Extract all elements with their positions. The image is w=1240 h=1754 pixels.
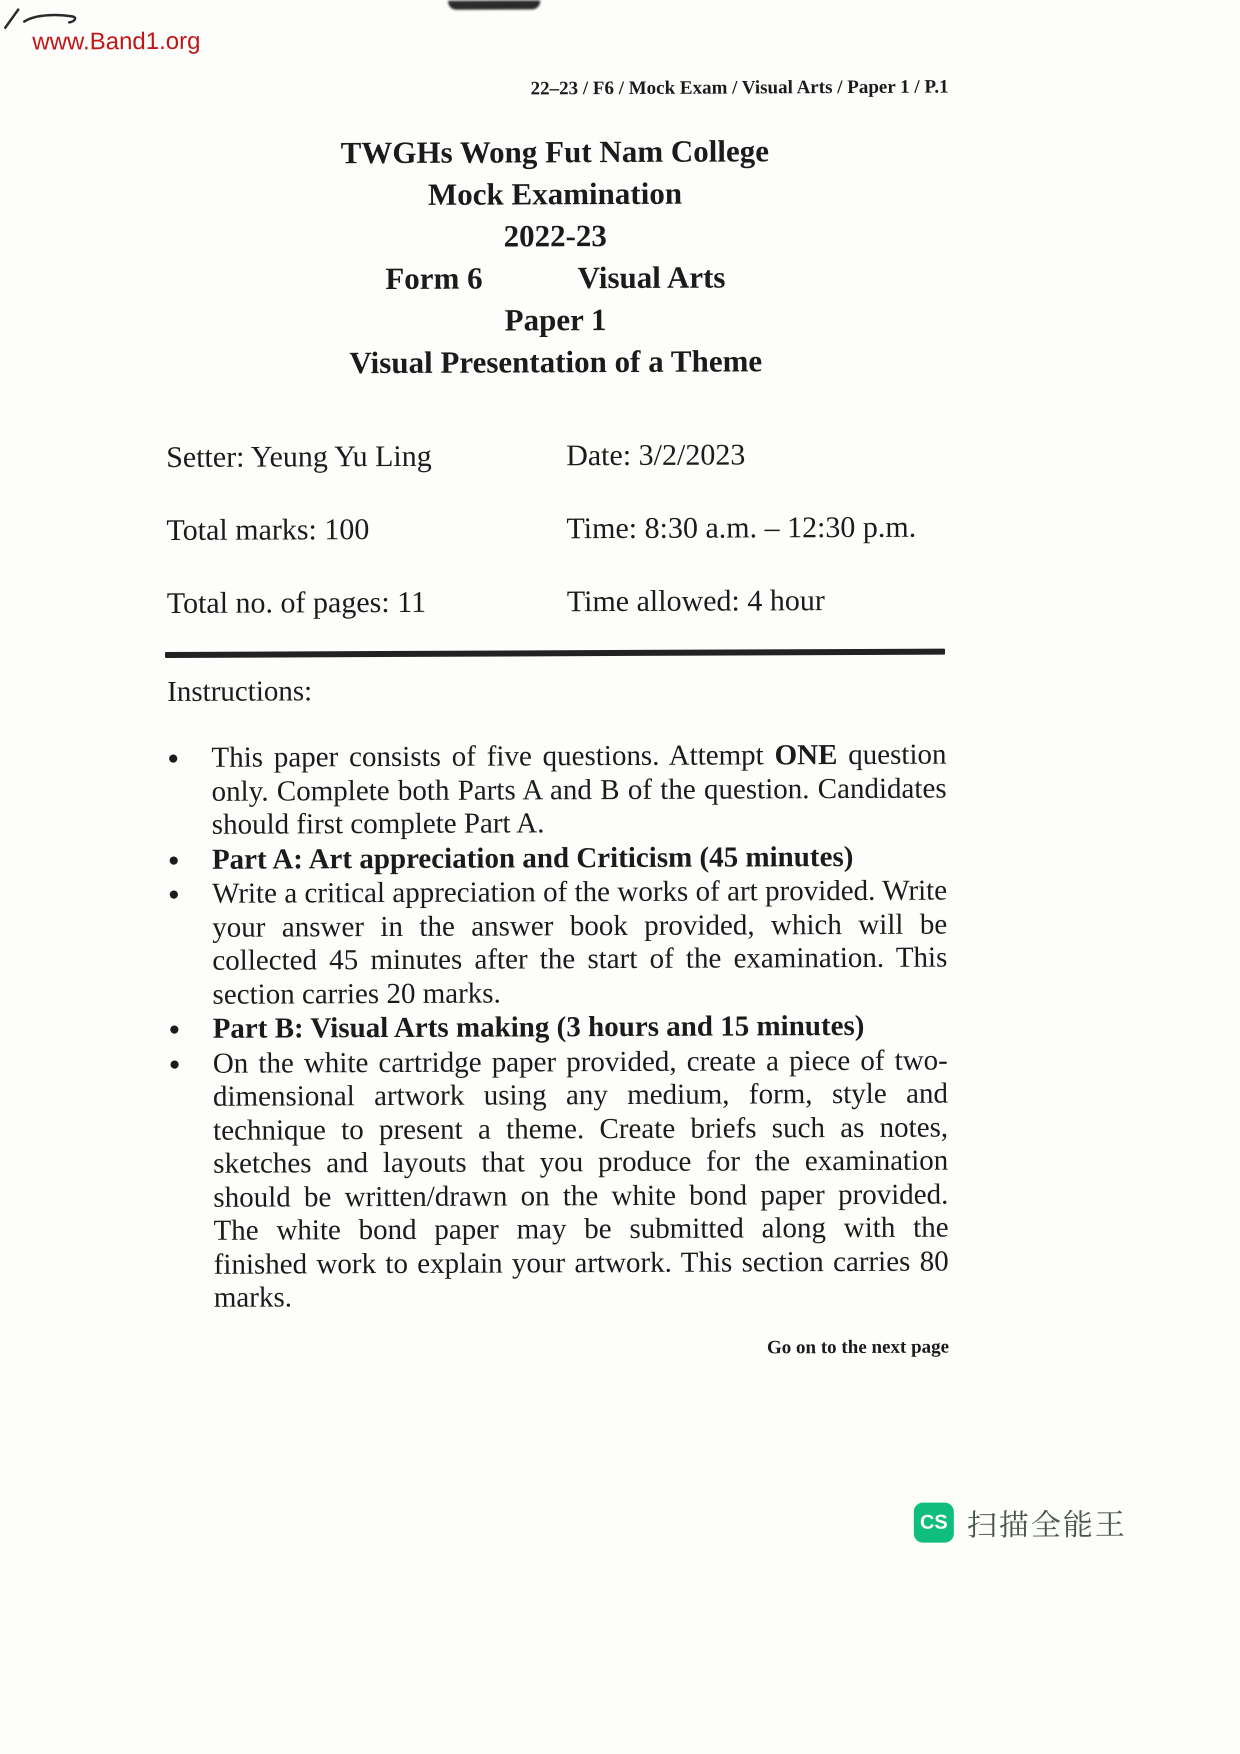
bullet-icon: ● (168, 1018, 181, 1040)
bullet-icon: ● (168, 883, 180, 905)
camscanner-badge (914, 1500, 1127, 1545)
exam-form: Form 6 (385, 260, 483, 297)
exam-form-subject-line (165, 261, 945, 295)
exam-info-block (166, 435, 951, 657)
instructions-list (167, 739, 948, 1317)
info-row (166, 508, 950, 551)
setter-info: Setter: Yeung Yu Ling (166, 439, 432, 474)
watermark-url: www.Band1.org (32, 27, 201, 56)
exam-title-type: Mock Examination (427, 175, 683, 212)
instruction-segment: question only. Complete both Parts A and B of the question. Candidates should first complete Part A. (211, 738, 947, 841)
instruction-item (167, 739, 946, 843)
camscanner-logo-icon: CS (914, 1503, 954, 1543)
exam-title-year: 2022-23 (503, 218, 607, 254)
exam-title-school: TWGHs Wong Fut Nam College (340, 133, 770, 171)
info-row (167, 581, 951, 624)
instruction-item (169, 1044, 949, 1315)
exam-paper: Paper 1 (504, 302, 607, 338)
bullet-icon: ● (167, 849, 180, 871)
footer-next-page: Go on to the next page (766, 1336, 950, 1359)
exam-subject: Visual Arts (577, 259, 726, 296)
scan-artifact (448, 0, 540, 9)
instruction-item (168, 840, 947, 877)
time-allowed-info: Time allowed: 4 hour (566, 584, 825, 619)
instruction-segment: This paper consists of five questions. Attempt (211, 739, 775, 774)
instructions-heading: Instructions: (167, 675, 313, 708)
instruction-text-part-a: Part A: Art appreciation and Criticism (45 minutes) (211, 840, 854, 876)
total-marks-info: Total marks: 100 (166, 513, 370, 547)
instruction-item (168, 875, 948, 1012)
exam-theme: Visual Presentation of a Theme (349, 343, 763, 381)
bullet-icon: ● (168, 1053, 181, 1075)
bullet-icon: ● (167, 747, 180, 769)
total-pages-info: Total no. of pages: 11 (166, 585, 427, 620)
date-info: Date: 3/2/2023 (566, 438, 746, 473)
instruction-text: On the white cartridge paper provided, create a piece of two-dimensional artwork using any medium, form, style and technique to present a theme. Create briefs such as notes, sketches and layouts that you produce for the examination should be written/drawn on the white bond paper provided. The white bond paper may be submitted along with the finished work to explain your artwork. This section carries 80 marks. (212, 1044, 949, 1314)
exam-title-block (165, 135, 946, 390)
instruction-text: Write a critical appreciation of the works of art provided. Write your answer in the answer book provided, which will be collected 45 minutes after the start of the examination. This section carries 20 marks. (211, 874, 948, 1011)
instruction-text (211, 739, 946, 843)
camscanner-text: 扫描全能王 (966, 1508, 1127, 1543)
instruction-segment-bold: ONE (774, 739, 838, 772)
page-header-reference: 22–23 / F6 / Mock Exam / Visual Arts / Paper 1 / P.1 (530, 76, 949, 100)
time-info: Time: 8:30 a.m. – 12:30 p.m. (566, 510, 917, 546)
instruction-item (169, 1010, 948, 1047)
instruction-text-part-b: Part B: Visual Arts making (3 hours and 15 minutes) (212, 1009, 865, 1045)
info-row (166, 435, 950, 478)
